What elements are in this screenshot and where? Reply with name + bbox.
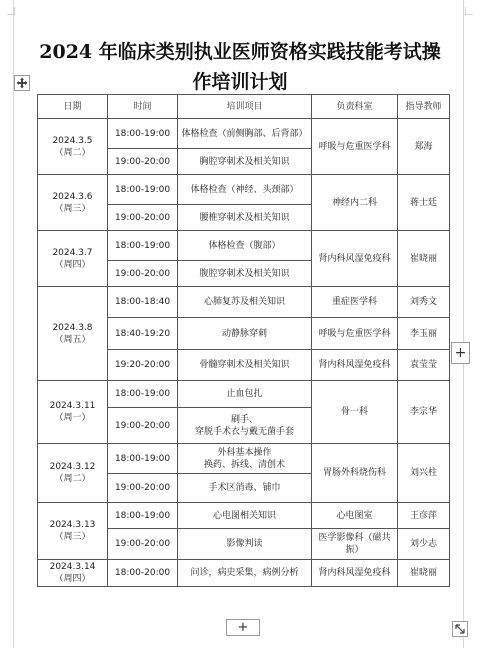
- time-cell: 18:00-18:40: [108, 287, 178, 318]
- table-row: [38, 560, 450, 587]
- date-cell: [38, 444, 108, 503]
- date-cell: [38, 175, 108, 231]
- teacher-cell: 李宗华: [398, 381, 450, 444]
- plus-icon: +: [237, 620, 249, 635]
- time-cell: 18:00-20:00: [108, 560, 178, 587]
- time-cell: 18:00-19:00: [108, 381, 178, 408]
- department-cell: 肾内科风湿免疫科: [312, 560, 398, 587]
- training-item-cell: 动静脉穿刺: [178, 318, 312, 350]
- date-cell: [38, 231, 108, 287]
- training-item-cell: [178, 474, 312, 503]
- date-text: 2024.3.8: [52, 322, 93, 333]
- page-margin-right: [463, 0, 464, 648]
- cell-line: 止血包扎: [226, 389, 263, 399]
- cell-line: 换药、拆线、清创术: [203, 459, 285, 470]
- department-cell: 心电图室: [312, 503, 398, 529]
- cell-line: 穿脱手术衣与戴无菌手套: [194, 426, 294, 437]
- time-cell: 19:20-20:00: [108, 350, 178, 381]
- corner-mark-top-left: [7, 7, 15, 15]
- table-row: [38, 175, 450, 205]
- weekday-text: （周三）: [54, 532, 91, 542]
- weekday-text: （周二）: [54, 474, 91, 484]
- add-row-button[interactable]: [226, 619, 260, 636]
- training-item-cell: [178, 444, 312, 474]
- add-column-button[interactable]: [451, 342, 470, 364]
- table-resize-handle[interactable]: [452, 621, 468, 637]
- teacher-cell: 王彦萍: [398, 503, 450, 529]
- column-header: 日期: [38, 95, 108, 119]
- teacher-cell: 崔晓丽: [398, 231, 450, 287]
- teacher-cell: 刘少志: [398, 529, 450, 560]
- teacher-cell: 刘秀文: [398, 287, 450, 318]
- date-text: 2024.3.5: [52, 135, 93, 146]
- date-text: 2024.3.12: [49, 462, 96, 472]
- department-cell: 重症医学科: [312, 287, 398, 318]
- time-cell: 18:40-19:20: [108, 318, 178, 350]
- training-item-cell: 问诊，病史采集，病例分析: [178, 560, 312, 587]
- date-text: 2024.3.7: [52, 247, 93, 258]
- resize-diagonal-icon: [454, 623, 466, 635]
- time-cell: 19:00-20:00: [108, 149, 178, 175]
- time-cell: 18:00-19:00: [108, 119, 178, 149]
- weekday-text: （周五）: [54, 334, 91, 345]
- column-header: 指导教师: [398, 95, 450, 119]
- table-row: [38, 287, 450, 318]
- training-item-cell: 骨髓穿刺术及相关知识: [178, 350, 312, 381]
- time-cell: 18:00-19:00: [108, 175, 178, 205]
- training-item-cell: 腰椎穿刺术及相关知识: [178, 205, 312, 231]
- date-cell: [38, 560, 108, 587]
- cell-line: 刷手、: [230, 414, 258, 425]
- plus-icon: +: [454, 345, 467, 361]
- department-cell: 呼吸与危重医学科: [312, 318, 398, 350]
- teacher-cell: 蒋士廷: [398, 175, 450, 231]
- date-text: 2024.3.14: [49, 562, 96, 572]
- table-move-handle[interactable]: [14, 75, 30, 91]
- document-title-line2: 作培训计划: [192, 71, 288, 93]
- date-cell: [38, 503, 108, 560]
- department-cell: 肾内科风湿免疫科: [312, 350, 398, 381]
- time-cell: 18:00-19:00: [108, 444, 178, 474]
- teacher-cell: 李玉丽: [398, 318, 450, 350]
- time-cell: 19:00-20:00: [108, 205, 178, 231]
- training-item-cell: 体格检查（前侧胸部、后背部）: [178, 119, 312, 149]
- column-header: 负责科室: [312, 95, 398, 119]
- move-arrows-icon: [16, 77, 28, 89]
- time-cell: 19:00-20:00: [108, 474, 178, 503]
- table-row: [38, 119, 450, 149]
- training-item-cell: [178, 381, 312, 408]
- page-margin-left: [13, 0, 14, 648]
- column-header: 培训项目: [178, 95, 312, 119]
- table-row: [38, 444, 450, 474]
- table-header-row: [38, 95, 450, 119]
- corner-mark-top-right: [465, 7, 473, 15]
- department-cell: 呼吸与危重医学科: [312, 119, 398, 175]
- date-cell: [38, 381, 108, 444]
- date-cell: [38, 287, 108, 381]
- training-item-cell: 体格检查（腹部）: [178, 231, 312, 261]
- time-cell: 19:00-20:00: [108, 408, 178, 444]
- teacher-cell: 郑海: [398, 119, 450, 175]
- training-item-cell: 影像判读: [178, 529, 312, 560]
- cell-line: 手术区消毒、铺巾: [208, 483, 281, 493]
- weekday-text: （周四）: [54, 574, 91, 584]
- teacher-cell: 袁莹莹: [398, 350, 450, 381]
- weekday-text: （周一）: [54, 413, 91, 423]
- time-cell: 18:00-19:00: [108, 231, 178, 261]
- department-cell: 神经内二科: [312, 175, 398, 231]
- training-item-cell: 心电图相关知识: [178, 503, 312, 529]
- training-item-cell: 体格检查（神经、头颈部）: [178, 175, 312, 205]
- department-cell: 肾内科风湿免疫科: [312, 231, 398, 287]
- weekday-text: （周四）: [54, 259, 91, 270]
- department-cell: 医学影像科（磁共振）: [312, 529, 398, 560]
- date-text: 2024.3.13: [49, 520, 96, 530]
- training-schedule-table: [37, 94, 450, 587]
- department-cell: 胃肠外科烧伤科: [312, 444, 398, 503]
- date-text: 2024.3.11: [49, 401, 96, 411]
- document-title-line1: 2024 年临床类别执业医师资格实践技能考试操: [39, 41, 441, 63]
- training-item-cell: [178, 408, 312, 444]
- table-row: [38, 231, 450, 261]
- department-cell: 骨一科: [312, 381, 398, 444]
- time-cell: 19:00-20:00: [108, 261, 178, 287]
- table-row: [38, 381, 450, 408]
- date-cell: [38, 119, 108, 175]
- teacher-cell: 刘兴柱: [398, 444, 450, 503]
- time-cell: 18:00-19:00: [108, 503, 178, 529]
- date-text: 2024.3.6: [52, 191, 93, 202]
- teacher-cell: 崔晓丽: [398, 560, 450, 587]
- training-item-cell: 胸腔穿刺术及相关知识: [178, 149, 312, 175]
- cell-line: 外科基本操作: [217, 447, 272, 458]
- table-row: [38, 503, 450, 529]
- training-item-cell: 心肺复苏及相关知识: [178, 287, 312, 318]
- time-cell: 19:00-20:00: [108, 529, 178, 560]
- weekday-text: （周二）: [54, 147, 91, 158]
- column-header: 时间: [108, 95, 178, 119]
- weekday-text: （周三）: [54, 203, 91, 214]
- training-item-cell: 腹腔穿刺术及相关知识: [178, 261, 312, 287]
